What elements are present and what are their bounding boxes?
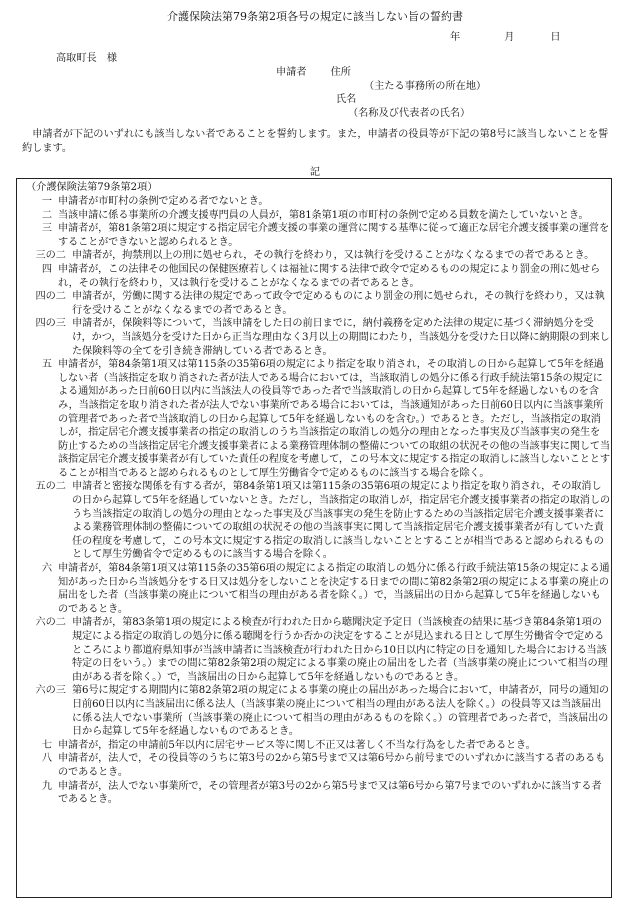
clause-item [20, 739, 610, 753]
document-title: 介護保険法第79条第2項各号の規定に該当しない旨の誓約書 [167, 10, 463, 23]
clause-text: 申請者が，指定の申請前5年以内に居宅サービス等に関し不正又は著しく不当な行為をした者であるとき。 [58, 739, 536, 751]
clause-text: 申請者が市町村の条例で定める者でないとき。 [58, 196, 269, 207]
clause-item [20, 684, 610, 738]
clause-text: 申請者が，拘禁刑以上の刑に処せられ，その執行を終わり，又は執行を受けることがなくなるまでの者であるとき。 [72, 250, 595, 262]
addressee: 高取町長 様 [56, 53, 118, 64]
clause-text: 申請者が，第84条第1項又は第115条の35第6項の規定による指定の取消しの処分に係る行政手続法第15条の規定による通知があった日から当該処分をする日又は処分をしないことを決定する日までの間に第82条第2項の規定による事業の廃止の届出をした者（当該事業の廃止について相当の理由がある者を除く。）で，当該届出の日から起算して5年を経過しないものであるとき。 [58, 563, 610, 615]
clause-list [20, 195, 610, 807]
clause-number: 六 [41, 563, 52, 575]
clause-number: 五の二 [35, 481, 66, 493]
clause-item [20, 480, 610, 562]
clause-number: 四 [41, 263, 52, 275]
clause-text: 当該申請に係る事業所の介護支援専門員の人員が，第81条第1項の市町村の条例で定める員数を満たしていないとき。 [58, 209, 589, 221]
clause-text: 第6号に規定する期間内に第82条第2項の規定による事業の廃止の届出があった場合において，申請者が，同号の通知の日前60日以内に当該届出に係る法人（当該事業の廃止について相当の理由がある法人を除く。）の役員等又は当該届出に係る法人でない事業所（当該事業の廃止について相当の理由があるものを除く。）の管理者であった者で，当該届出の日から起算して5年を経過しないものであるとき。 [72, 685, 609, 738]
clause-item [20, 358, 610, 480]
name-note: （名称及び代表者の氏名） [348, 107, 471, 119]
clause-number: 四の三 [35, 318, 66, 330]
clause-number: 二 [41, 209, 52, 221]
name-label: 氏名 [336, 94, 357, 106]
applicant-label: 申請者 [276, 67, 307, 78]
clause-item [20, 263, 610, 290]
clause-number: 四の二 [35, 291, 66, 303]
address-label: 住所 [330, 67, 351, 78]
date-year: 年 [450, 32, 461, 43]
clause-number: 六の二 [35, 617, 66, 629]
clause-item [20, 195, 610, 209]
clause-item [20, 752, 610, 779]
clause-item [20, 780, 610, 807]
clause-item [20, 249, 610, 263]
clause-text: 申請者が，第81条第2項に規定する指定居宅介護支援の事業の運営に関する基準に従って適正な居宅介護支援事業の運営をすることができないと認められるとき。 [58, 223, 609, 248]
clause-number: 三 [41, 223, 52, 235]
clause-text: 申請者が，この法律その他国民の保健医療若しくは福祉に関する法律で政令で定めるものの規定により罰金の刑に処せられ，その執行を終わり，又は執行を受けることがなくなるまでの者であるとき。 [58, 263, 601, 289]
clause-number: 八 [41, 753, 52, 765]
clause-heading: （介護保険法第79条第2項） [26, 182, 158, 193]
clause-number: 一 [41, 196, 52, 207]
clause-text: 申請者と密接な関係を有する者が，第84条第1項又は第115条の35第6項の規定により指定を取り消され，その取消しの日から起算して5年を経過していないとき。ただし，当該指定の取消しが，指定居宅介護支援事業者の指定の取消しのうち当該指定の取消しの処分の理由となった事実及び当該事実の発生を防止するための当該指定居宅介護支援事業者による業務管理体制の整備についての取組の状況その他の当該事実に関して当該指定居宅介護支援事業者が有していた責任の程度を考慮して，この号本文に規定する指定の取消しに該当しないこととすることが相当であると認められるものとして厚生労働省令で定めるものに該当する場合を除く。 [72, 481, 610, 561]
clause-item [20, 616, 610, 684]
clause-number: 七 [41, 739, 52, 751]
clause-text: 申請者が，労働に関する法律の規定であって政令で定めるものにより罰金の刑に処せられ，その執行を終わり，又は執行を受けることがなくなるまでの者であるとき。 [72, 291, 605, 316]
clause-number: 六の三 [35, 685, 66, 697]
clause-text: 申請者が，第83条第1項の規定による検査が行われた日から聴聞決定予定日（当該検査の結果に基づき第84条第1項の規定による指定の取消しの処分に係る聴聞を行うか否かの決定をすることが見込まれる日として厚生労働省令で定めるところにより都道府県知事が当該申請者に当該検査が行われた日から10日以内に特定の日を通知した場合における当該特定の日をいう。）までの間に第82条第2項の規定による事業の廃止の届出をした者（当該事業の廃止について相当の理由がある者を除く。）で，当該届出の日から起算して5年を経過しないものであるとき。 [72, 617, 608, 683]
ki-heading: 記 [309, 167, 321, 178]
date-month: 月 [504, 32, 515, 43]
clause-text: 申請者が，保険料等について，当該申請をした日の前日までに，納付義務を定めた法律の規定に基づく滞納処分を受け，かつ，当該処分を受けた日から正当な理由なく3月以上の期間にわたり，当該処分を受けた日以降に納期限の到来した保険料等の全てを引き続き滞納している者であるとき。 [72, 318, 610, 357]
clause-item [20, 209, 610, 223]
clause-number: 五 [41, 359, 52, 371]
clause-item [20, 562, 610, 616]
clause-item [20, 290, 610, 317]
clause-number: 三の二 [35, 250, 66, 262]
clause-item [20, 317, 610, 358]
clause-text: 申請者が，法人でない事業所で，その管理者が第3号の2から第5号まで又は第6号から第7号までのいずれかに該当する者であるとき。 [58, 780, 602, 806]
clause-text: 申請者が，第84条第1項又は第115条の35第6項の規定により指定を取り消され，その取消しの日から起算して5年を経過しない者（当該指定を取り消された者が法人である場合においては，当該取消しの処分に係る行政手続法第15条の規定による通知があった日前60日以内に当該法人の役員等であった者で当該取消しの日から起算して5年を経過しないものを含み，当該指定を取り消された者が法人でない事業所である場合においては，当該通知があった日前60日以内に当該事業所の管理者であった者で当該取消しの日から起算して5年を経過しないものを含む。）であるとき。ただし，当該指定の取消しが，指定居宅介護支援事業者の指定の取消しのうち当該指定の取消しの処分の理由となった事実及び当該事実の発生を防止するための当該指定居宅介護支援事業者による業務管理体制の整備についての取組の状況その他の当該事実に関して当該指定居宅介護支援事業者が有していた責任の程度を考慮して，この号本文に規定する指定の取消しに該当しないこととすることが相当であると認められるものとして厚生労働省令で定めるものに該当する場合を除く。 [58, 359, 610, 479]
date-day: 日 [550, 32, 561, 43]
intro-paragraph: 申請者が下記のいずれにも該当しない者であることを誓約します。また，申請者の役員等が下記の第8号に該当しないことを誓約します。 [22, 129, 609, 154]
clause-item [20, 222, 610, 249]
clause-text: 申請者が，法人で，その役員等のうちに第3号の2から第5号まで又は第6号から前号までのいずれかに該当する者のあるものであるとき。 [58, 753, 606, 778]
applicant-block [276, 66, 486, 120]
clause-number: 九 [41, 780, 52, 792]
date-line [450, 31, 561, 45]
address-note: （主たる事務所の所在地） [364, 80, 487, 92]
